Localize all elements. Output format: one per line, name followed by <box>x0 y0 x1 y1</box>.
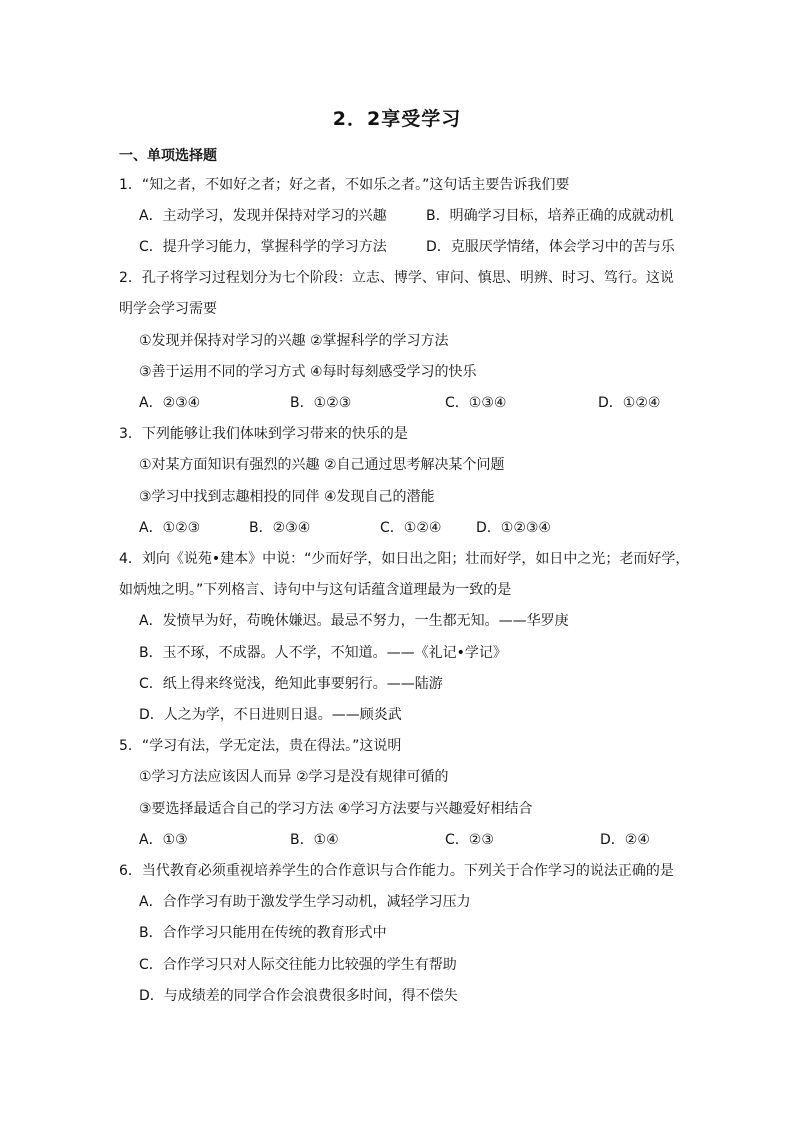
question-6-option-b: B．合作学习只能用在传统的教育形式中 <box>139 925 387 941</box>
question-5-option-d: D．②④ <box>600 832 650 848</box>
question-1-stem: 1．“知之者，不如好之者；好之者，不如乐之者。”这句话主要告诉我们要 <box>119 177 570 193</box>
question-3-option-c: C．①②④ <box>380 520 442 536</box>
question-4-option-c: C．纸上得来终觉浅，绝知此事要躬行。——陆游 <box>139 676 443 692</box>
question-1-option-a: A．主动学习，发现并保持对学习的兴趣 <box>139 208 387 224</box>
question-3-statements-1: ①对某方面知识有强烈的兴趣 ②自己通过思考解决某个问题 <box>139 457 505 473</box>
question-5-option-a: A．①③ <box>139 832 188 848</box>
question-3-stem: 3．下列能够让我们体味到学习带来的快乐的是 <box>119 426 408 442</box>
question-2-statements-1: ①发现并保持对学习的兴趣 ②掌握科学的学习方法 <box>139 333 449 349</box>
question-2-option-b: B．①②③ <box>290 395 352 411</box>
question-5-statements-1: ①学习方法应该因人而异 ②学习是没有规律可循的 <box>139 769 449 785</box>
question-2-stem-line1: 2．孔子将学习过程划分为七个阶段：立志、博学、审问、慎思、明辨、时习、笃行。这说 <box>119 270 674 286</box>
page-title: 2．2享受学习 <box>332 108 462 130</box>
section-heading: 一、单项选择题 <box>119 148 217 164</box>
question-2-option-d: D．①②④ <box>598 395 661 411</box>
question-4-option-b: B．玉不琢，不成器。人不学，不知道。——《礼记•学记》 <box>139 645 507 661</box>
question-4-option-a: A．发愤早为好，苟晚休嫌迟。最忌不努力，一生都无知。——华罗庚 <box>139 613 569 629</box>
question-2-option-a: A．②③④ <box>139 395 201 411</box>
question-1-option-c: C．提升学习能力，掌握科学的学习方法 <box>139 239 387 255</box>
question-5-option-c: C．②③ <box>445 832 494 848</box>
question-4-stem-line2: 如炳烛之明。”下列格言、诗句中与这句话蕴含道理最为一致的是 <box>119 582 512 598</box>
question-3-option-a: A．①②③ <box>139 520 201 536</box>
question-6-option-a: A．合作学习有助于激发学生学习动机，减轻学习压力 <box>139 894 471 910</box>
question-6-stem: 6．当代教育必须重视培养学生的合作意识与合作能力。下列关于合作学习的说法正确的是 <box>119 863 674 879</box>
question-4-option-d: D．人之为学，不日进则日退。——顾炎武 <box>139 707 402 723</box>
question-3-option-d: D．①②③④ <box>476 520 551 536</box>
question-3-statements-2: ③学习中找到志趣相投的同伴 ④发现自己的潜能 <box>139 489 435 505</box>
question-5-option-b: B．①④ <box>290 832 339 848</box>
question-2-stem-line2: 明学会学习需要 <box>119 301 217 317</box>
question-4-stem-line1: 4．刘向《说苑•建本》中说：“少而好学，如日出之阳；壮而好学，如日中之光；老而好学， <box>119 551 690 567</box>
question-5-statements-2: ③要选择最适合自己的学习方法 ④学习方法要与兴趣爱好相结合 <box>139 801 533 817</box>
question-5-stem: 5．“学习有法，学无定法，贵在得法。”这说明 <box>119 738 402 754</box>
question-1-option-b: B．明确学习目标，培养正确的成就动机 <box>426 208 674 224</box>
question-1-option-d: D．克服厌学情绪，体会学习中的苦与乐 <box>426 239 675 255</box>
question-3-option-b: B．②③④ <box>249 520 311 536</box>
question-2-statements-2: ③善于运用不同的学习方式 ④每时每刻感受学习的快乐 <box>139 364 477 380</box>
question-6-option-c: C．合作学习只对人际交往能力比较强的学生有帮助 <box>139 957 457 973</box>
question-2-option-c: C．①③④ <box>445 395 507 411</box>
question-6-option-d: D．与成绩差的同学合作会浪费很多时间，得不偿失 <box>139 988 458 1004</box>
